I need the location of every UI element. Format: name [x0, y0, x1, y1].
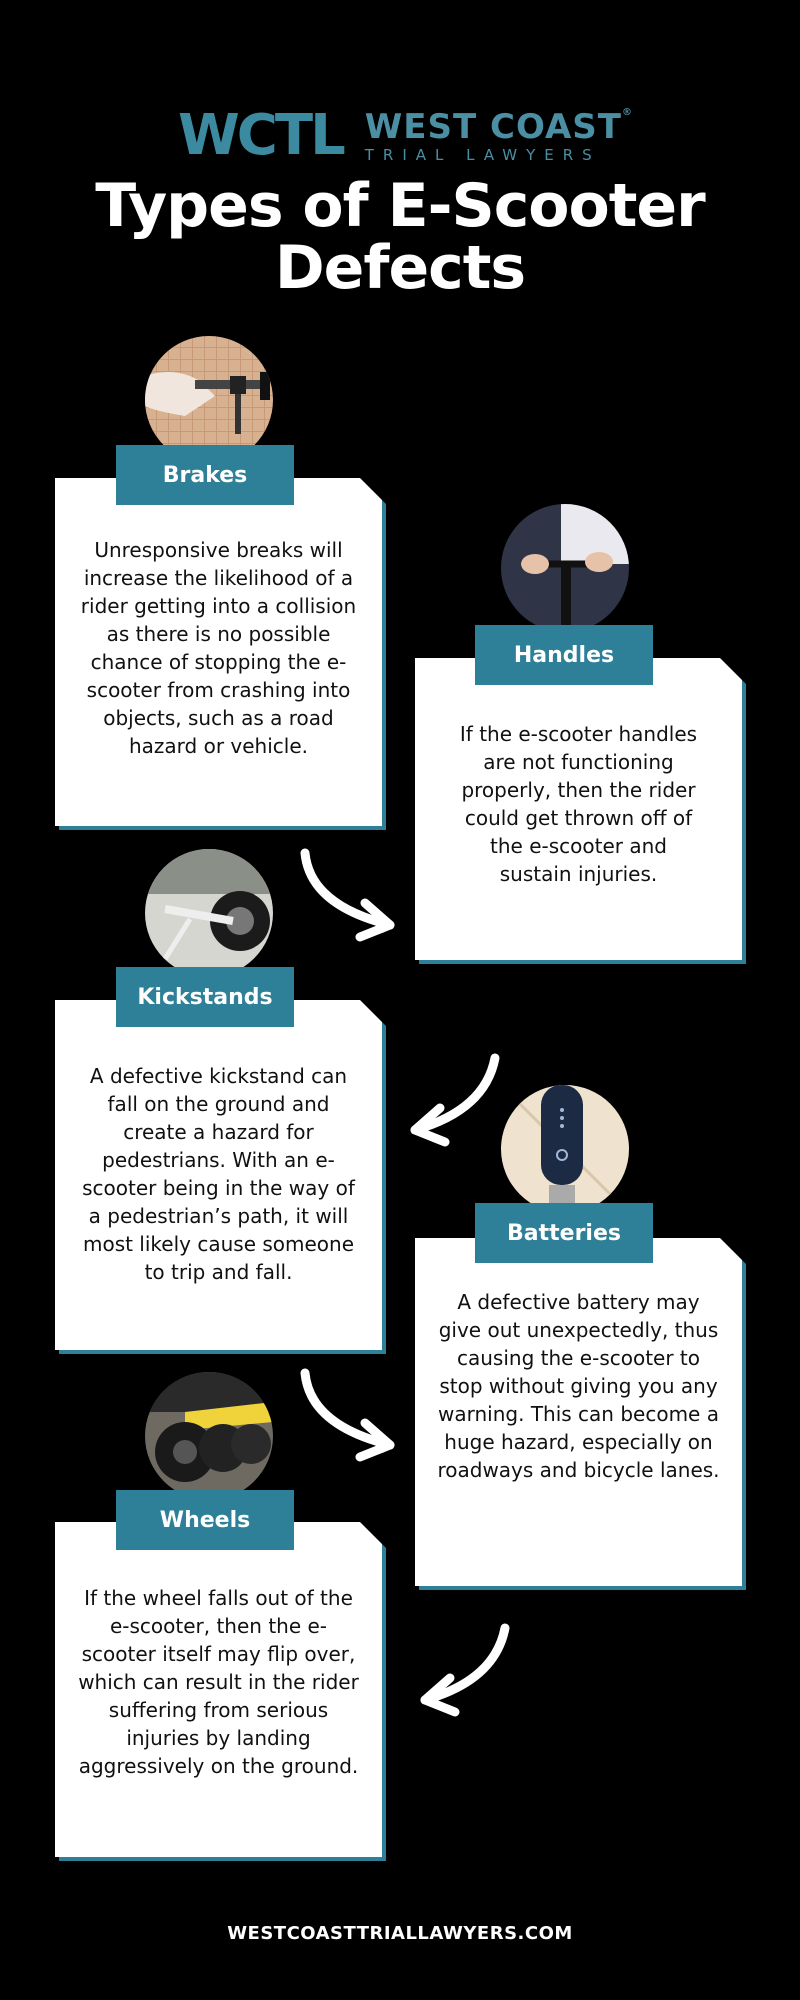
brakes-description: Unresponsive breaks will increase the likelihood of a rider getting into a collision as there is no possible chance of stopping the e-scooter from crashing into objects, such as a road hazard or vehicle.: [80, 538, 357, 758]
arrow-left-icon: [410, 1620, 520, 1720]
logo-text: [364, 106, 633, 164]
wheels-card: [55, 1522, 382, 1857]
brakes-card: [55, 478, 382, 826]
wheels-label: Wheels: [116, 1490, 294, 1550]
logo-line2: TRIAL LAWYERS: [364, 145, 601, 164]
arrow-right-icon: [285, 845, 405, 945]
wheels-photo: [145, 1372, 273, 1500]
brakes-label: Brakes: [116, 445, 294, 505]
logo-line1: WEST COAST®: [364, 106, 633, 147]
website-link[interactable]: WESTCOASTTRIALLAWYERS.COM: [227, 1923, 573, 1944]
handles-label: Handles: [475, 625, 653, 685]
wheels-description: If the wheel falls out of the e-scooter, then the e-scooter itself may flip over, which can result in the rider suffering from serious injuries by landing aggressively on the ground.: [78, 1586, 359, 1778]
arrow-left-icon: [400, 1050, 510, 1150]
kickstands-description: A defective kickstand can fall on the ground and create a hazard for pedestrians. With an e-scooter being in the way of a pedestrian’s path, it will most likely cause someone to trip and fall.: [82, 1064, 355, 1284]
kickstands-card: [55, 1000, 382, 1350]
handles-photo: [501, 504, 629, 632]
batteries-description: A defective battery may give out unexpectedly, thus causing the e-scooter to stop without giving you any warning. This can become a huge hazard, especially on roadways and bicycle lanes.: [437, 1290, 720, 1482]
handles-description: If the e-scooter handles are not functioning properly, then the rider could get thrown off of the e-scooter and sustain injuries.: [459, 722, 698, 886]
batteries-card: [415, 1238, 742, 1586]
logo-mark: WCTL: [178, 103, 343, 168]
kickstands-photo: [145, 849, 273, 977]
arrow-right-icon: [285, 1365, 405, 1465]
logo: [178, 103, 633, 168]
batteries-photo: [501, 1085, 629, 1213]
page-title: Types of E-Scooter Defects: [95, 171, 705, 303]
handles-card: [415, 658, 742, 960]
batteries-label: Batteries: [475, 1203, 653, 1263]
kickstands-label: Kickstands: [116, 967, 294, 1027]
